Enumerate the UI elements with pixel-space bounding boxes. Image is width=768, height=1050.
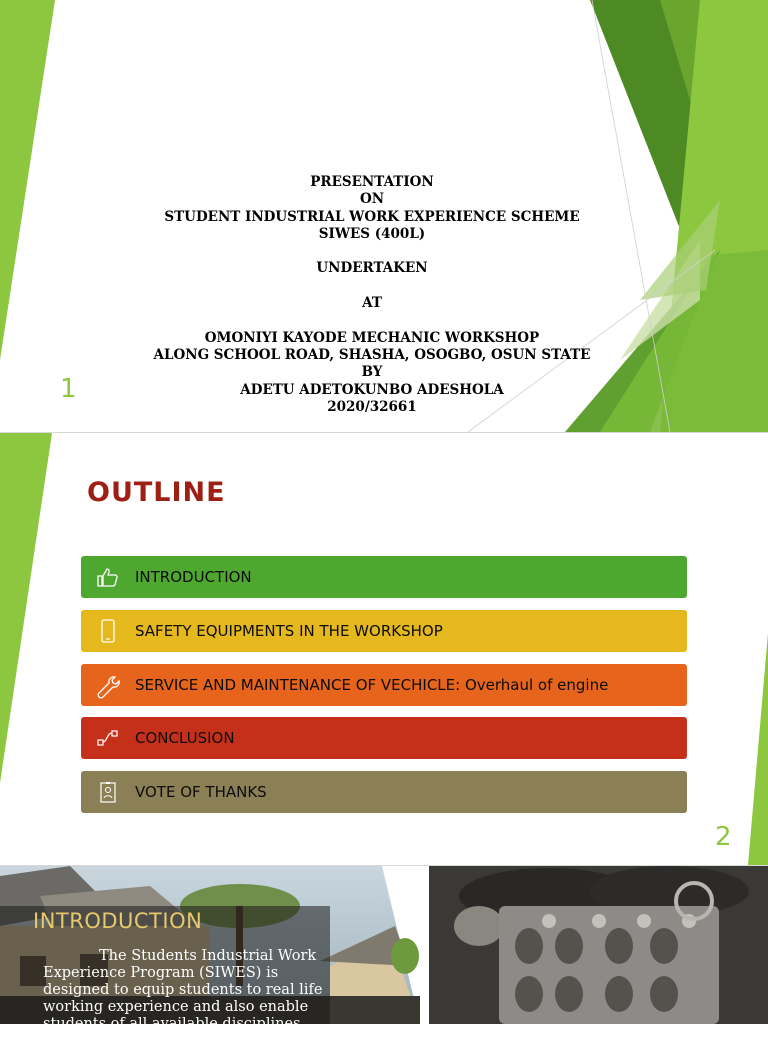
title-line: SIWES (400L) xyxy=(318,225,426,242)
outline-item-vote-of-thanks[interactable] xyxy=(81,771,687,813)
title-line: PRESENTATION xyxy=(310,174,434,190)
outline-item-label: CONCLUSION xyxy=(135,729,235,747)
title-line: OMONIYI KAYODE MECHANIC WORKSHOP xyxy=(204,329,540,346)
badge-icon xyxy=(81,771,135,813)
title-line: AT xyxy=(362,295,382,312)
title-line: ON xyxy=(359,191,385,208)
title-spacer xyxy=(150,312,594,329)
outline-item-label: SAFETY EQUIPMENTS IN THE WORKSHOP xyxy=(135,622,443,640)
outline-item-label: VOTE OF THANKS xyxy=(135,783,267,801)
title-line: UNDERTAKEN xyxy=(316,260,428,277)
outline-item-service[interactable] xyxy=(81,664,687,706)
engine-photo xyxy=(429,866,768,1024)
path-icon xyxy=(81,717,135,759)
phone-icon xyxy=(81,610,135,652)
title-line: BY xyxy=(361,364,383,381)
wrench-icon xyxy=(81,664,135,706)
introduction-body-text: The Students Industrial Work Experience Program (SIWES) is designed to equip students to real life working experience and also enable students of all available disciplines gain practical xyxy=(43,948,323,1049)
slide-number: 1 xyxy=(60,374,77,404)
introduction-body xyxy=(43,948,333,1050)
outline-item-label: SERVICE AND MAINTENANCE OF VECHICLE: Overhaul of engine xyxy=(135,676,609,694)
title-text-block xyxy=(150,174,594,416)
outline-heading: OUTLINE xyxy=(87,477,226,508)
title-line: STUDENT INDUSTRIAL WORK EXPERIENCE SCHEME xyxy=(164,208,580,225)
title-line: ALONG SCHOOL ROAD, SHASHA, OSOGBO, OSUN STATE xyxy=(153,346,591,363)
thumbs-up-icon xyxy=(81,556,135,598)
outline-item-conclusion[interactable] xyxy=(81,717,687,759)
title-spacer xyxy=(150,278,594,295)
title-line: 2020/32661 xyxy=(327,398,417,415)
title-spacer xyxy=(150,243,594,260)
outline-item-introduction[interactable] xyxy=(81,556,687,598)
outline-item-label: INTRODUCTION xyxy=(135,568,252,586)
outline-slide xyxy=(0,433,768,865)
introduction-heading: INTRODUCTION xyxy=(33,909,203,933)
title-line: ADETU ADETOKUNBO ADESHOLA xyxy=(240,381,504,398)
introduction-slide xyxy=(0,866,768,1049)
slide-number: 2 xyxy=(715,822,732,852)
title-slide xyxy=(0,0,768,432)
outline-item-safety[interactable] xyxy=(81,610,687,652)
